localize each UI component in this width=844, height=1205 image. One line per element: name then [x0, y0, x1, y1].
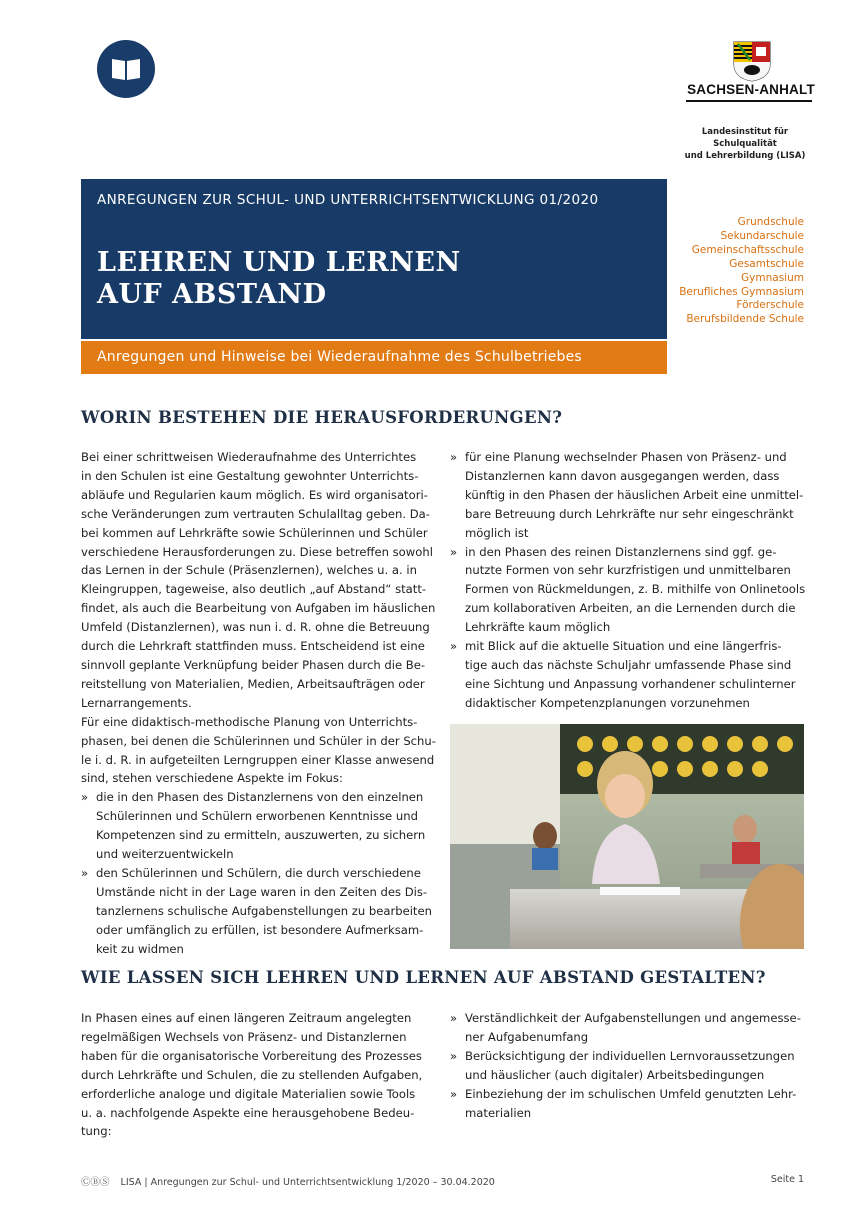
page-number: Seite 1 [770, 1174, 804, 1185]
title-line: AUF ABSTAND [97, 279, 327, 310]
bullet-item [450, 1085, 810, 1123]
text-line: ner Aufgabenumfang [465, 1029, 589, 1044]
text-line: verschiedene Herausforderungen zu. Diese betreffen sowohl [81, 544, 433, 559]
text-line: tung: [81, 1124, 112, 1139]
text-line: regelmäßigen Wechsels von Präsenz- und Distanzlernen [81, 1029, 407, 1044]
institute-name [680, 126, 810, 162]
paragraph [81, 448, 436, 713]
school-types-list [676, 216, 804, 327]
institute-line: Landesinstitut für Schulqualität [701, 127, 789, 149]
bullet-list [81, 788, 436, 958]
text-line: Formen von Rückmeldungen, z. B. mithilfe von Onlinetools [465, 582, 806, 597]
text-line: zum kollaborativen Arbeiten, an die Lernenden durch die [465, 601, 796, 616]
section2-left-column [81, 1009, 436, 1141]
bullet-item [450, 448, 810, 543]
section1-left-column [81, 448, 436, 958]
bullet-item [81, 788, 436, 864]
text-line: didaktischer Kompetenzplanungen vorzunehmen [465, 695, 750, 710]
text-line: durch Lehrkräfte und Schulen, die zu stellenden Aufgaben, [81, 1067, 423, 1082]
text-line: für eine Planung wechselnder Phasen von Präsenz- und [465, 450, 787, 464]
school-type-item: Gymnasium [741, 271, 804, 284]
school-type-item: Gemeinschaftsschule [691, 243, 804, 256]
text-line: in den Phasen des reinen Distanzlernens sind ggf. ge- [465, 544, 777, 559]
section-heading: WORIN BESTEHEN DIE HERAUSFORDERUNGEN? [81, 408, 563, 427]
state-underline [686, 100, 812, 102]
section2-right-column [450, 1009, 810, 1122]
text-line: In Phasen eines auf einen längeren Zeitraum angelegten [81, 1011, 412, 1025]
bullet-item [450, 637, 810, 713]
license-icon: ⒸⒷⓈ [81, 1177, 110, 1188]
school-type-item: Grundschule [737, 216, 804, 228]
school-type-item: Berufliches Gymnasium [679, 285, 804, 298]
text-line: Berücksichtigung der individuellen Lernvoraussetzungen [465, 1048, 795, 1063]
book-logo-icon [97, 40, 155, 98]
bullet-item [450, 543, 810, 638]
text-line: mit Blick auf die aktuelle Situation und eine längerfris- [465, 639, 782, 654]
classroom-photo [450, 724, 804, 949]
footer [81, 1174, 495, 1188]
state-name: SACHSEN-ANHALT [687, 82, 815, 97]
paragraph [81, 713, 436, 789]
main-title [97, 247, 461, 311]
text-line: Für eine didaktisch-methodische Planung von Unterrichts- [81, 714, 418, 729]
bullet-item [450, 1047, 810, 1085]
text-line: Kleingruppen, tageweise, also deutlich „auf Abstand“ statt- [81, 582, 427, 597]
text-line: Bei einer schrittweisen Wiederaufnahme des Unterrichtes [81, 450, 417, 464]
text-line: möglich ist [465, 525, 529, 540]
text-line: sche Veränderungen zum vertrauten Schulalltag geben. Da- [81, 506, 430, 521]
text-line: in den Schulen ist eine Gestaltung gewohnter Unterrichts- [81, 468, 419, 483]
text-line: durch die Lehrkraft stattfinden muss. Entscheidend ist eine [81, 639, 425, 654]
text-line: haben für die organisatorische Vorbereitung des Prozesses [81, 1048, 422, 1063]
text-line: Verständlichkeit der Aufgabenstellungen und angemesse- [465, 1011, 801, 1025]
bullet-list [450, 448, 810, 713]
text-line: erforderliche analoge und digitale Materialien sowie Tools [81, 1086, 416, 1101]
school-type-item: Gesamtschule [729, 257, 804, 270]
text-line: Einbeziehung der im schulischen Umfeld genutzten Lehr- [465, 1086, 797, 1101]
paragraph [81, 1009, 436, 1141]
text-line: eine Sichtung und Anpassung vorhandener schulinterner [465, 676, 796, 691]
text-line: Kompetenzen sind zu ermitteln, auszuwerten, zu sichern [96, 828, 426, 843]
title-line: LEHREN UND LERNEN [97, 247, 461, 278]
text-line: die in den Phasen des Distanzlernens von den einzelnen [96, 790, 424, 805]
text-line: u. a. nachfolgende Aspekte eine herausgehobene Bedeu- [81, 1105, 415, 1120]
text-line: phasen, bei denen die Schülerinnen und Schüler in der Schu- [81, 733, 436, 748]
text-line: nutzte Formen von sehr kurzfristigen und unmittelbaren [465, 563, 791, 578]
text-line: oder umfänglich zu erfüllen, ist besondere Aufmerksam- [96, 922, 424, 937]
text-line: abläufe und Regularien kaum möglich. Es wird organisatori- [81, 487, 428, 502]
bullet-item [81, 864, 436, 959]
text-line: findet, als auch die Bearbeitung von Aufgaben im häuslichen [81, 601, 436, 616]
text-line: Umstände nicht in der Lage waren in den Zeiten des Dis- [96, 884, 428, 899]
text-line: sind, stehen verschiedene Aspekte im Fokus: [81, 771, 343, 786]
text-line: Lehrkräfte kaum möglich [465, 620, 611, 635]
school-type-item: Sekundarschule [720, 229, 804, 242]
text-line: keit zu widmen [96, 941, 184, 956]
text-line: reitstellung von Materialien, Medien, Arbeitsaufträgen oder [81, 676, 425, 691]
text-line: materialien [465, 1105, 532, 1120]
school-type-item: Förderschule [736, 299, 804, 312]
text-line: Umfeld (Distanzlernen), was nun i. d. R. ohne die Betreuung [81, 620, 430, 635]
coat-of-arms-icon [732, 40, 772, 82]
text-line: tanzlernens schulische Aufgabenstellungen zu bearbeiten [96, 903, 432, 918]
text-line: Lernarrangements. [81, 695, 192, 710]
bullet-item [450, 1009, 810, 1047]
text-line: bare Betreuung durch Lehrkräfte nur sehr eingeschränkt [465, 506, 794, 521]
text-line: Schülerinnen und Schülern erworbenen Kenntnisse und [96, 809, 418, 824]
subtitle: Anregungen und Hinweise bei Wiederaufnahme des Schulbetriebes [97, 349, 582, 365]
text-line: den Schülerinnen und Schülern, die durch verschiedene [96, 865, 421, 880]
text-line: le i. d. R. in aufgeteilten Lerngruppen einer Klasse anwesend [81, 752, 435, 767]
series-label: ANREGUNGEN ZUR SCHUL- UND UNTERRICHTSENTWICKLUNG 01/2020 [97, 192, 599, 208]
section-heading: WIE LASSEN SICH LEHREN UND LERNEN AUF ABSTAND GESTALTEN? [81, 968, 766, 987]
footer-text: LISA | Anregungen zur Schul- und Unterrichtsentwicklung 1/2020 – 30.04.2020 [120, 1177, 495, 1188]
text-line: bei kommen auf Lehrkräfte sowie Schülerinnen und Schüler [81, 525, 428, 540]
text-line: Distanzlernen kann davon ausgegangen werden, dass [465, 468, 780, 483]
institute-line: und Lehrerbildung (LISA) [684, 151, 806, 161]
text-line: und häuslicher (auch digitaler) Arbeitsbedingungen [465, 1067, 765, 1082]
text-line: das Lernen in der Schule (Präsenzlernen), welches u. a. in [81, 563, 417, 578]
text-line: tige auch das nächste Schuljahr umfassende Phase sind [465, 657, 792, 672]
school-type-item: Berufsbildende Schule [686, 313, 804, 326]
text-line: sinnvoll geplante Verknüpfung beider Phasen durch die Be- [81, 657, 426, 672]
section1-right-column [450, 448, 810, 713]
text-line: künftig in den Phasen der häuslichen Arbeit eine unmittel- [465, 487, 804, 502]
text-line: und weiterzuentwickeln [96, 847, 234, 862]
bullet-list [450, 1009, 810, 1122]
